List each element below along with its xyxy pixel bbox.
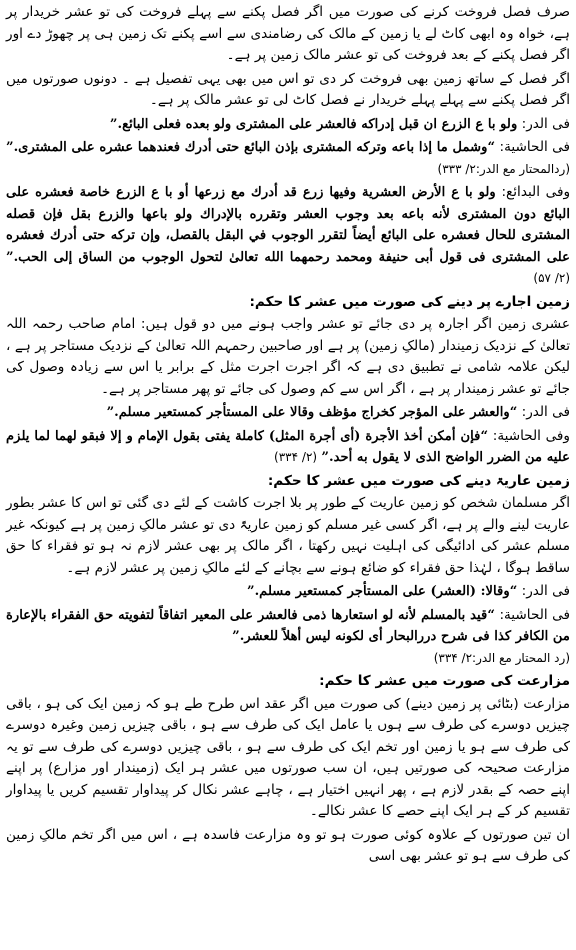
section-heading-ijara: زمین اجارے پر دینے کی صورت میں عشر کا حکم: bbox=[249, 293, 570, 310]
arabic-quote-text: “فإن أمكن أخذ الأجرة (أی أجرة المثل) كاملة يفتی بقول الإمام و إلا فبقو لهما لما يلزم عليه من الضرر الواضح الذی لا يقول به أحد.” bbox=[6, 428, 570, 465]
paragraph-crop-sale: صرف فصل فروخت کرنے کی صورت میں اگر فصل پکنے سے پہلے فروخت کی تو عشر خریدار پر ہے، خواہ وہ ابھی کاٹ لے یا زمین کے مالک کی رضامندی سے اسے پکنے تک زمین ہی پر چھوڑ دے اور اگر فصل پکنے کے بعد فروخت کی تو عشر مالک زمین پر ہے۔ bbox=[6, 4, 570, 63]
section-heading-ariya: زمین عاریۃ دینے کی صورت میں عشر کا حکم: bbox=[267, 472, 570, 489]
quote-label: فی الدر: bbox=[521, 115, 570, 132]
paragraph-muzaraat-fasida: ان تین صورتوں کے علاوہ کوئی صورت ہو تو وہ مزارعت فاسدہ ہے ، اس میں اگر تخم مالکِ زمین کی طرف سے ہو تو عشر بھی اسی bbox=[6, 826, 570, 864]
arabic-quote-text: “قيد بالمسلم لأنه لو استعارها ذمی فالعشر علی المعير اتفاقاً لتفويته حق الفقراء بالإعارة من الكافر كذا فی شرح دررالبحار أی لكونه ليس أهلاً للعشر.” bbox=[6, 607, 570, 644]
section-heading-muzaraat: مزارعت کی صورت میں عشر کا حکم: bbox=[319, 673, 570, 689]
quote-label: وفی الحاشیة: bbox=[492, 427, 570, 444]
paragraph-ijara: عشری زمین اگر اجارہ پر دی جائے تو عشر واجب ہونے میں دو قول ہیں: امام صاحب رحمہ اللہ تعالیٰ کے نزدیک زمیندار (مالکِ زمین) پر ہے اور صاحبین رحمہم اللہ تعالیٰ کے نزدیک مستاجر پر ہے ، لیکن علامہ شامی نے تطبیق دی ہے کہ اگر اجرت اجرت مثل کے برابر یا اس سے زیادہ وصول کی جائے تو عشر زمیندار پر ہے ، اگر اس سے کم وصول کی جائے تو پھر مستاجر پر ہے۔ bbox=[6, 316, 570, 397]
quote-hashiya-1 bbox=[6, 137, 570, 180]
quote-hashiya-3 bbox=[6, 605, 570, 670]
quote-durr-2 bbox=[6, 402, 570, 424]
quote-badai bbox=[6, 182, 570, 290]
quote-label: فی الدر: bbox=[521, 404, 570, 420]
quote-source: (ردالمحتار مع الدر:۲/ ۳۳۳) bbox=[437, 161, 570, 176]
paragraph-muzaraat: مزارعت (بٹائی پر زمین دینے) کی صورت میں اگر عقد اس طرح طے ہو کہ زمین ایک کی ہو ، باقی چیزیں دوسرے کی طرف سے ہوں یا عامل ایک کی طرف سے ہو ، باقی چیزیں زمین وغیرہ دوسرے کی طرف سے ہو یا زمین اور تخم ایک کی طرف سے ہو ، باقی چیزیں دوسرے کی طرف سے تو یہ مزارعت صحیحہ کی صورتیں ہیں، ان سب صورتوں میں عشر ہر ایک (زمیندار اور مزارع) پر اپنے اپنے حصہ کے بقدر لازم ہے ، پھر انہیں اختیار ہے ، چاہے عشر نکال کر پیداوار تقسیم کریں یا پیداوار تقسیم کر کے ہر ایک اپنے حصے کا عشر نکالے۔ bbox=[6, 695, 570, 819]
arabic-quote-text: ولو با ع الزرع ان قبل إدراكه فالعشر علی المشتری ولو بعده فعلی البائع.” bbox=[109, 116, 518, 132]
paragraph-ariya: اگر مسلمان شخص کو زمین عاریت کے طور پر بلا اجرت کاشت کے لئے دی گئی تو اس کا عشر بطور عاریت لینے والے پر ہے، اگر کسی غیر مسلم کو زمین عاریۃً دی تو عشر مالکِ زمین پر ہے کیونکہ غیر مسلم عشر کی ادائیگی کی اہلیت نہیں رکھتا ، اگر مالک پر بھی عشر لازم نہ ہو تو فقراء کا حق ساقط ہوگا ، لہٰذا حق فقراء کو ضائع ہونے سے بچانے کے لئے مالکِ زمین پر عشر لازم ہے۔ bbox=[6, 495, 570, 576]
quote-source: (۲/ ۳۳۴) bbox=[274, 450, 318, 464]
quote-label: وفی البدائع: bbox=[501, 184, 571, 200]
quote-source: (۲/ ۵۷) bbox=[533, 271, 570, 285]
quote-durr-3 bbox=[6, 581, 570, 603]
arabic-quote-text: “وشمل ما إذا باعه وتركه المشتری بإذن البائع حتی أدرك فعندهما عشره علی المشتری.” bbox=[6, 140, 496, 155]
quote-source: (رد المحتار مع الدر:۲/ ۳۳۴) bbox=[433, 650, 570, 665]
quote-label: فی الحاشیة: bbox=[499, 139, 570, 155]
quote-label: فی الحاشیة: bbox=[499, 606, 570, 623]
quote-durr-1 bbox=[6, 114, 570, 136]
arabic-quote-text: “والعشر علی المؤجر كخراج مؤظف وقالا علی المستأجر كمستعير مسلم.” bbox=[106, 405, 518, 420]
arabic-quote-text: ولو با ع الأرض العشرية وفيها زرع قد أدرك مع زرعها أو با ع الزرع خاصة فعشره علی البائع دون المشتری لأنه باعه بعد وجوب العشر وتقرره بالإدراك ولو باعها والزرع بقل فإن قصله المشتری للحال فعشره علی البائع أيضاً لتقرر الوجوب في البقل بالقصل، وإن تركه حتی أدرك فعشره علی المشتری فی قول أبی حنيفة ومحمد رحمهما الله تعالیٰ لتحول الوجوب من الساق إلی الحب.” bbox=[6, 185, 570, 265]
quote-hashiya-2 bbox=[6, 426, 570, 469]
quote-label: فی الدر: bbox=[521, 583, 570, 599]
arabic-quote-text: “وقالا: (العشر) علی المستأجر كمستعير مسلم.” bbox=[246, 584, 518, 599]
paragraph-land-and-crop-sale: اگر فصل کے ساتھ زمین بھی فروخت کر دی تو اس میں بھی یہی تفصیل ہے ۔ دونوں صورتوں میں اگر فصل پکنے سے پہلے پہلے خریدار نے فصل کاٹ لی تو عشر مالک پر ہے۔ bbox=[6, 70, 570, 108]
